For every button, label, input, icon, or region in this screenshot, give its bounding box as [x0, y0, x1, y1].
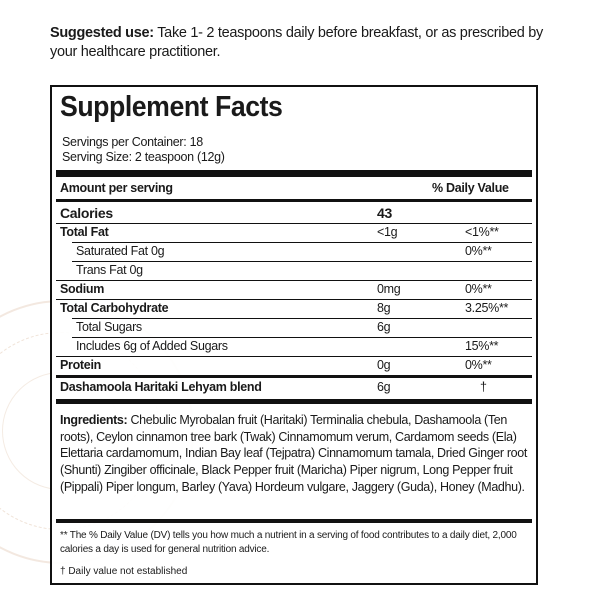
row-name: Calories	[60, 205, 113, 221]
row-amount: <1g	[377, 225, 398, 239]
thick-rule	[56, 519, 532, 523]
row-name: Total Fat	[60, 225, 109, 239]
row-amount: 8g	[377, 301, 391, 315]
servings-per-container: Servings per Container: 18	[62, 135, 203, 149]
ingredients-text: Chebulic Myrobalan fruit (Haritaki) Terminalia chebula, Dashamoola (Ten roots), Ceylon cinnamon tree bark (Twak) Cinnamomum verum, Cardamom seeds (Ela) Elettaria cardamomum, Indian Bay leaf (Tejpatra) Cinnamomum tamala, Dried Ginger root (Shunti) Zingiber officinale, Black Pepper fruit (Maricha) Piper nigrum, Long Pepper fruit (Pippali) Piper longum, Barley (Yava) Hordeum vulgare, Jaggery (Guda), Honey (Madhu).	[60, 413, 527, 494]
row-amount: 6g	[377, 320, 391, 334]
row-amount: 6g	[377, 380, 391, 394]
header-dv: % Daily Value	[432, 181, 509, 195]
row-dv: 0%**	[465, 358, 492, 372]
row-name: Total Sugars	[76, 320, 142, 334]
thick-rule	[56, 170, 532, 177]
footnote-daily-value: ** The % Daily Value (DV) tells you how much a nutrient in a serving of food contributes to a daily diet, 2,000 calories a day is used for general nutrition advice.	[60, 530, 517, 555]
row-name: Trans Fat 0g	[76, 263, 143, 277]
row-dv: †	[480, 380, 487, 394]
row-name: Saturated Fat 0g	[76, 244, 165, 258]
row-divider	[56, 280, 532, 281]
row-amount: 0mg	[377, 282, 401, 296]
medium-rule	[56, 199, 532, 202]
thick-rule	[56, 399, 532, 404]
row-name: Dashamoola Haritaki Lehyam blend	[60, 380, 262, 394]
row-divider	[72, 318, 532, 319]
row-name: Protein	[60, 358, 101, 372]
row-dv: 0%**	[465, 244, 492, 258]
row-dv: <1%**	[465, 225, 499, 239]
medium-rule	[56, 375, 532, 378]
header-amount: Amount per serving	[60, 181, 173, 195]
ingredients	[60, 412, 530, 496]
row-amount: 43	[377, 205, 392, 221]
row-divider	[56, 356, 532, 357]
suggested-use-label: Suggested use:	[50, 25, 154, 41]
row-amount: 0g	[377, 358, 391, 372]
row-divider	[72, 261, 532, 262]
row-dv: 0%**	[465, 282, 492, 296]
row-divider	[56, 223, 532, 224]
supplement-facts-panel	[50, 85, 538, 585]
row-dv: 15%**	[465, 339, 499, 353]
footnote-dagger: † Daily value not established	[60, 566, 188, 577]
ingredients-label: Ingredients:	[60, 413, 128, 427]
row-divider	[72, 337, 532, 338]
suggested-use	[50, 24, 560, 62]
suggested-use-text: Take 1- 2 teaspoons daily before breakfast, or as prescribed by your healthcare practitioner.	[50, 25, 543, 60]
row-name: Total Carbohydrate	[60, 301, 169, 315]
row-divider	[56, 299, 532, 300]
row-dv: 3.25%**	[465, 301, 509, 315]
row-name: Sodium	[60, 282, 105, 296]
panel-title: Supplement Facts	[60, 91, 283, 123]
row-divider	[72, 242, 532, 243]
serving-size: Serving Size: 2 teaspoon (12g)	[62, 150, 225, 164]
row-name: Includes 6g of Added Sugars	[76, 339, 228, 353]
